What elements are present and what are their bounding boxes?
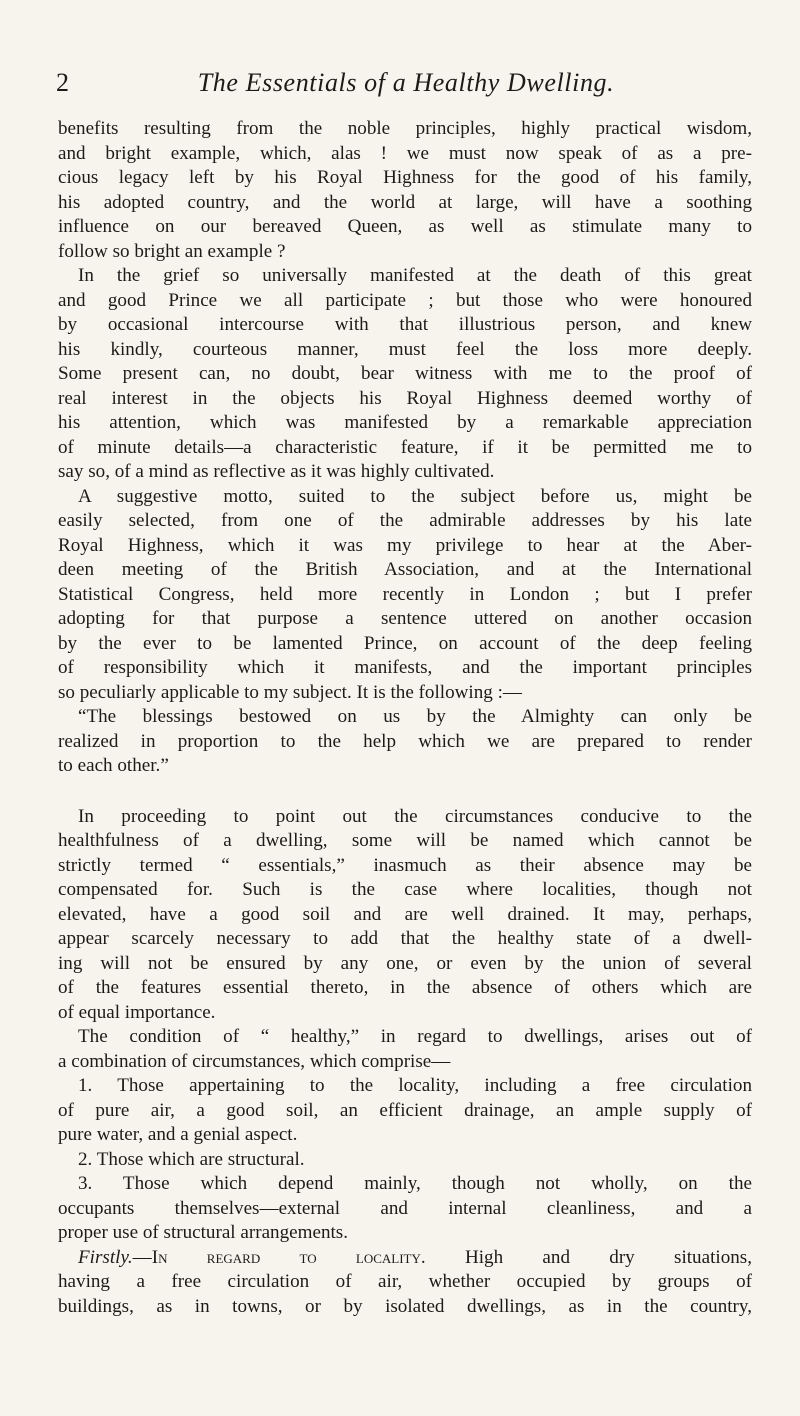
text-line: In proceeding to point out the circumstances conducive to the	[78, 805, 752, 827]
text-line: of equal importance.	[58, 1001, 216, 1023]
text-line: real interest in the objects his Royal Highness deemed worthy of	[58, 387, 752, 409]
text-line: his attention, which was manifested by a remarkable appreciation	[58, 412, 752, 433]
text-line: to each other.”	[58, 755, 169, 776]
text-line: of pure air, a good soil, an efficient drainage, an ample supply of	[58, 1099, 752, 1121]
paragraph	[58, 805, 752, 1026]
text-line: by the ever to be lamented Prince, on account of the deep feeling	[58, 632, 752, 654]
list-item	[58, 1172, 752, 1246]
paragraph	[58, 264, 752, 485]
text-line: deen meeting of the British Association, and at the International	[58, 559, 752, 580]
text-line: realized in proportion to the help which we are prepared to render	[58, 730, 752, 752]
section-lead: Firstly.	[78, 1246, 133, 1268]
paragraph	[58, 485, 752, 706]
text-line: easily selected, from one of the admirable addresses by his late	[58, 510, 752, 531]
text-line: his adopted country, and the world at large, will have a soothing	[58, 191, 752, 213]
text-line: and bright example, which, alas ! we must now speak of as a pre-	[58, 142, 752, 164]
text-line: having a free circulation of air, whether occupied by groups of	[58, 1271, 752, 1292]
text-line: of responsibility which it manifests, and the important principles	[58, 657, 752, 678]
list-item	[58, 1148, 752, 1173]
text-line: buildings, as in towns, or by isolated dwellings, as in the country,	[58, 1295, 752, 1317]
text-line: Royal Highness, which it was my privilege to hear at the Aber-	[58, 534, 752, 556]
text-line: strictly termed “ essentials,” inasmuch as their absence may be	[58, 854, 752, 876]
text-line: elevated, have a good soil and are well drained. It may, perhaps,	[58, 903, 752, 925]
text-line: of the features essential thereto, in the absence of others which are	[58, 977, 752, 998]
text-line: follow so bright an example ?	[58, 240, 286, 262]
page-number: 2	[56, 68, 70, 97]
text-line: his kindly, courteous manner, must feel the loss more deeply.	[58, 338, 752, 360]
text-line	[58, 1246, 752, 1271]
text-line: cious legacy left by his Royal Highness for the good of his family,	[58, 167, 752, 188]
text-line: compensated for. Such is the case where localities, though not	[58, 879, 752, 900]
text-line: Statistical Congress, held more recently in London ; but I prefer	[58, 583, 752, 605]
text-run: High and dry situations,	[425, 1246, 752, 1268]
text-line: “The blessings bestowed on us by the Almighty can only be	[78, 706, 752, 727]
text-line: influence on our bereaved Queen, as well as stimulate many to	[58, 216, 752, 237]
text-line: so peculiarly applicable to my subject. It is the following :—	[58, 681, 522, 703]
section-paragraph	[58, 1246, 752, 1320]
text-line: of minute details—a characteristic feature, if it be permitted me to	[58, 436, 752, 458]
paragraph	[58, 1025, 752, 1074]
text-line: The condition of “ healthy,” in regard to dwellings, arises out of	[78, 1026, 752, 1047]
section-heading: In regard to locality.	[151, 1246, 426, 1268]
text-line: say so, of a mind as reflective as it was highly cultivated.	[58, 461, 495, 482]
quotation	[58, 705, 752, 779]
text-line: adopting for that purpose a sentence uttered on another occasion	[58, 608, 752, 629]
list-item	[58, 1074, 752, 1148]
em-dash: —	[132, 1246, 152, 1268]
text-line: ing will not be ensured by any one, or even by the union of several	[58, 952, 752, 974]
paragraph-gap	[58, 779, 752, 805]
text-line: benefits resulting from the noble principles, highly practical wisdom,	[58, 118, 752, 139]
paragraph	[58, 117, 752, 264]
text-line: appear scarcely necessary to add that the healthy state of a dwell-	[58, 928, 752, 949]
text-line: 3. Those which depend mainly, though not wholly, on the	[78, 1173, 752, 1194]
text-line: In the grief so universally manifested at the death of this great	[78, 265, 752, 286]
text-line: 2. Those which are structural.	[78, 1148, 305, 1170]
text-line: a combination of circumstances, which comprise—	[58, 1050, 451, 1072]
page-header	[56, 68, 756, 108]
text-line: proper use of structural arrangements.	[58, 1222, 349, 1243]
text-line: pure water, and a genial aspect.	[58, 1124, 298, 1145]
text-line: by occasional intercourse with that illustrious person, and knew	[58, 314, 752, 335]
text-line: healthfulness of a dwelling, some will be named which cannot be	[58, 830, 752, 851]
running-title: The Essentials of a Healthy Dwelling.	[197, 68, 615, 97]
text-line: occupants themselves—external and internal cleanliness, and a	[58, 1197, 752, 1219]
body-text	[58, 117, 752, 1319]
text-line: A suggestive motto, suited to the subject before us, might be	[78, 485, 752, 507]
text-line: and good Prince we all participate ; but those who were honoured	[58, 289, 752, 311]
text-line: 1. Those appertaining to the locality, including a free circulation	[78, 1075, 752, 1096]
text-line: Some present can, no doubt, bear witness with me to the proof of	[58, 363, 752, 384]
